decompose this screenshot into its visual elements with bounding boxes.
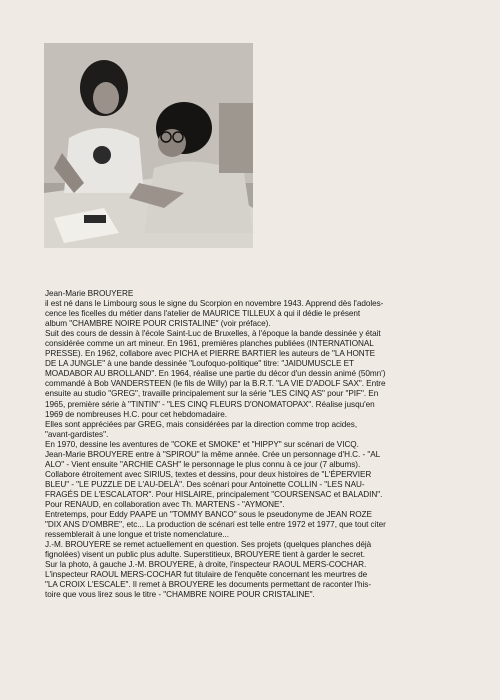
bio-line: PRESSE). En 1962, collabore avec PICHA et PIERRE BARTIER les auteurs de "LA HONTE bbox=[45, 349, 375, 359]
bio-line: ensuite au studio "GREG", travaille principalement sur la série "LES CINQ AS" pour "PIF". En bbox=[45, 389, 379, 399]
bio-line: Entretemps, pour Eddy PAAPE un "TOMMY BANCO" sous le pseudonyme de JEAN ROZE bbox=[45, 510, 372, 520]
bio-line: commandé à Bob VANDERSTEEN (le fils de Willy) par la B.R.T. "LA VIE D'ADOLF SAX". Entre bbox=[45, 379, 386, 389]
bio-line: fignolées) visent un public plus adulte. Superstitieux, BROUYERE tient à garder le secret. bbox=[45, 550, 365, 560]
photograph-icon bbox=[44, 43, 253, 248]
bio-line: J.-M. BROUYERE se remet actuellement en question. Ses projets (quelques planches déjà bbox=[45, 540, 372, 550]
bio-line: Elles sont appréciées par GREG, mais considérées par la direction comme trop acides, bbox=[45, 419, 358, 429]
bio-line: toire que vous lirez sous le titre - "CHAMBRE NOIRE POUR CRISTALINE". bbox=[45, 590, 315, 600]
bio-line: DE LA JUNGLE" à une bande dessinée "Loufoquo-politique" titre: "JAIDUMUSCLE ET bbox=[45, 359, 355, 369]
bio-line: album "CHAMBRE NOIRE POUR CRISTALINE" (voir préface). bbox=[45, 319, 271, 329]
bio-line: BLEU" - "LE PUZZLE DE L'AU-DELÀ". Des scénari pour Antoinette COLLIN - "LES NAU- bbox=[45, 479, 365, 489]
bio-line: Sur la photo, à gauche J.-M. BROUYERE, à droite, l'inspecteur RAOUL MERS-COCHAR. bbox=[45, 560, 367, 570]
bio-line: Jean-Marie BROUYERE entre à "SPIROU" la même année. Crée un personnage d'H.C. - "AL bbox=[45, 449, 381, 459]
bio-line: 1965, première série à "TINTIN" - "LES CINQ FLEURS D'ONOMATOPAX". Réalise jusqu'en bbox=[45, 399, 375, 409]
bio-line: MOADABOR AU BROLLAND". En 1964, réalise une partie du décor d'un dessin animé (50mn') bbox=[45, 369, 386, 379]
bio-line: Collabore étroitement avec SIRIUS, textes et dessins, pour deux histoires de "L'ÉPERVIER bbox=[45, 469, 372, 479]
author-photo bbox=[44, 43, 253, 248]
bio-line: "DIX ANS D'OMBRE", etc... La production de scénari est telle entre 1972 et 1977, que tout citer bbox=[45, 520, 386, 530]
bio-line: "LA CROIX L'ESCALE". Il remet à BROUYERE les documents permettant de raconter l'his- bbox=[45, 580, 372, 590]
author-biography bbox=[45, 289, 470, 600]
bio-line: En 1970, dessine les aventures de "COKE et SMOKE" et "HIPPY" sur scénari de VICQ. bbox=[45, 439, 359, 449]
bio-line: ressemblerait à une longue et triste nomenclature... bbox=[45, 530, 229, 540]
bio-line: Pour RENAUD, en collaboration avec Th. MARTENS - "AYMONE". bbox=[45, 499, 285, 509]
bio-line: 1969 de nombreuses H.C. pour cet hebdomadaire. bbox=[45, 409, 228, 419]
bio-line: cence les ficelles du métier dans l'atelier de MAURICE TILLEUX à qui il dédie le présent bbox=[45, 309, 361, 319]
bio-line: "avant-gardistes". bbox=[45, 429, 109, 439]
bio-line: il est né dans le Limbourg sous le signe du Scorpion en novembre 1943. Apprend dès l'adoles- bbox=[45, 299, 384, 309]
bio-line: L'inspecteur RAOUL MERS-COCHAR fut titulaire de l'enquête concernant les meurtres de bbox=[45, 570, 368, 580]
bio-line: considérée comme un art mineur. En 1961, premières planches publiées (INTERNATIONAL bbox=[45, 339, 374, 349]
author-name: Jean-Marie BROUYERE bbox=[45, 289, 134, 298]
bio-line: FRAGÉS DE L'ESCALATOR". Pour HISLAIRE, principalement "COURSENSAC et BALADIN". bbox=[45, 489, 383, 499]
bio-line: ALO" - Vient ensuite "ARCHIE CASH" le personnage le plus connu à ce jour (7 albums). bbox=[45, 459, 361, 469]
bio-line: Suit des cours de dessin à l'école Saint-Luc de Bruxelles, à l'époque la bande dessinée y était bbox=[45, 329, 381, 339]
